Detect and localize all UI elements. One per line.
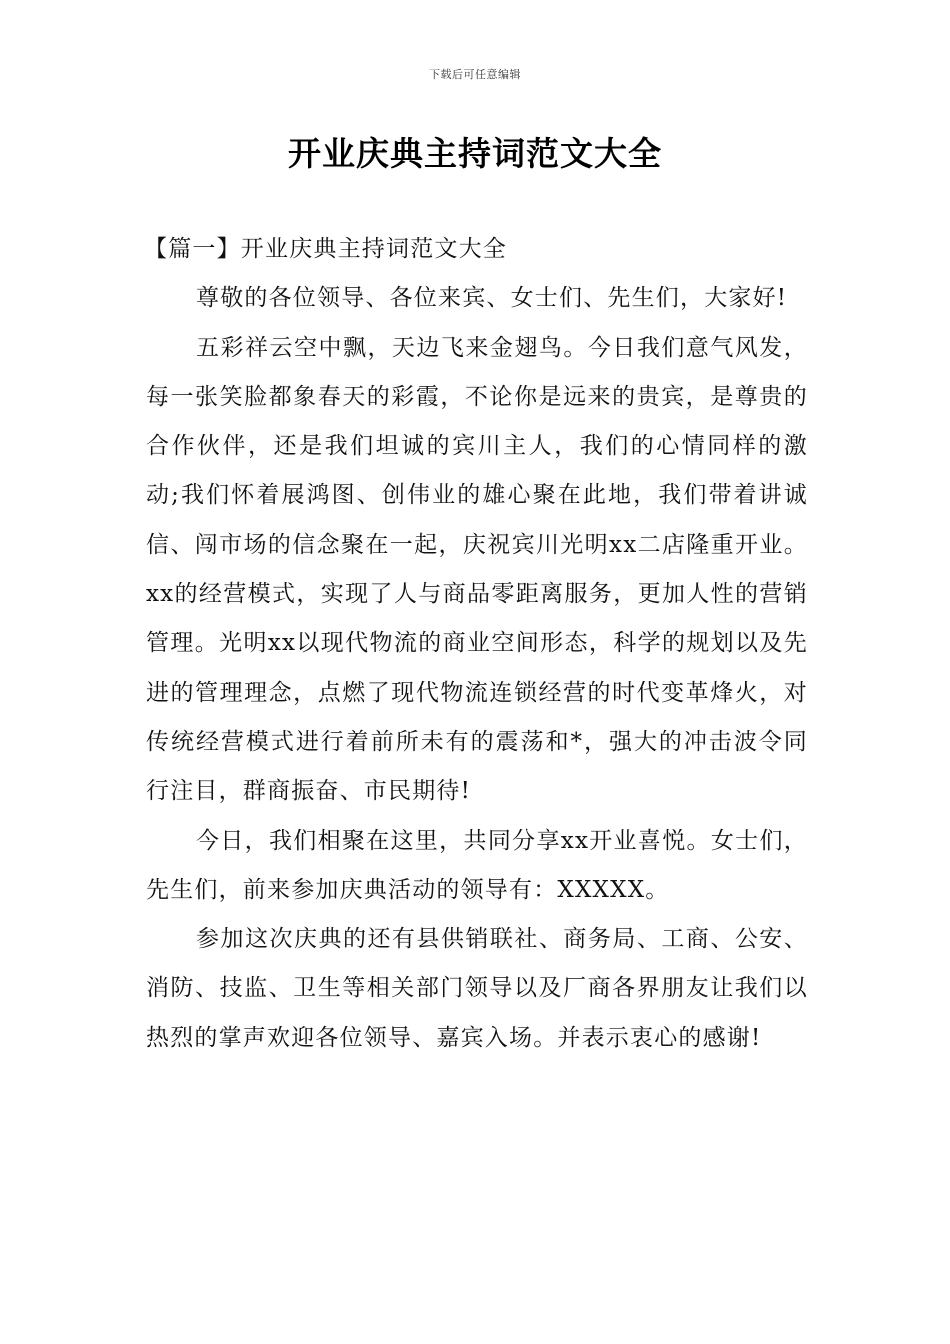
paragraph-greeting: 尊敬的各位领导、各位来宾、女士们、先生们，大家好!	[196, 285, 788, 312]
section-heading: 【篇一】开业庆典主持词范文大全	[144, 236, 507, 262]
document-title: 开业庆典主持词范文大全	[288, 134, 662, 173]
header-note: 下载后可任意编辑	[429, 68, 521, 81]
paragraph-opening: 五彩祥云空中飘，天边飞来金翅鸟。今日我们意气风发，每一张笑脸都象春天的彩霞，不论你是远来的贵宾，是尊贵的合作伙伴，还是我们坦诚的宾川主人，我们的心情同样的激动;我们怀着展鸿图、创伟业的雄心聚在此地，我们带着讲诚信、闯市场的信念聚在一起，庆祝宾川光明xx二店隆重开业。xx的经营模式，实现了人与商品零距离服务，更加人性的营销管理。光明xx以现代物流的商业空间形态，科学的规划以及先进的管理理念，点燃了现代物流连锁经营的时代变革烽火，对传统经营模式进行着前所未有的震荡和*，强大的冲击波令同行注目，群商振奋、市民期待!	[146, 334, 808, 805]
paragraph-welcome: 参加这次庆典的还有县供销联社、商务局、工商、公安、消防、技监、卫生等相关部门领导以及厂商各界朋友让我们以热烈的掌声欢迎各位领导、嘉宾入场。并表示衷心的感谢!	[146, 926, 808, 1051]
document-body	[146, 225, 808, 1063]
paragraph-guests: 今日，我们相聚在这里，共同分享xx开业喜悦。女士们，先生们，前来参加庆典活动的领导有：XXXXX。	[146, 827, 808, 903]
